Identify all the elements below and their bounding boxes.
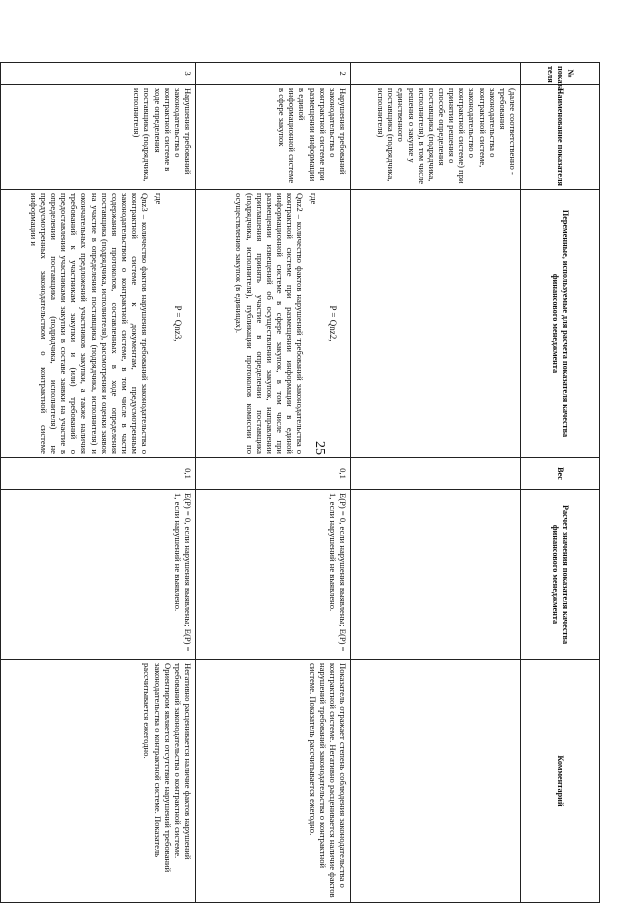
header-weight: Вес: [521, 458, 600, 490]
table-row: [351, 63, 521, 903]
cell-comment: Показатель отражает степень соблюдения законодательства о контрактной системе. Негативно расценивается наличие фактов нарушений требований законодательства о контрактной системе. Показатель рассчитывается ежегодно.: [196, 660, 351, 903]
formula-where: где: [154, 193, 165, 205]
formula: P = Qnz3,: [173, 305, 183, 342]
cell-weight: [351, 458, 521, 490]
cell-calculation: E(P) = 0, если нарушения выявлены; E(P) = 1, если нарушений не выявлено.: [196, 490, 351, 660]
table-header-row: [521, 63, 600, 903]
cell-variables: [351, 190, 521, 458]
header-variables: Переменные, используемые для расчета показателя качества финансового менеджмента: [521, 190, 600, 458]
cell-name: Нарушения требований законодательства о контрактной системе при размещении информации в единой информационной системе в сфере закупок: [196, 85, 351, 190]
cell-variables: [196, 190, 351, 458]
cell-name: Нарушения требований законодательства о контрактной системе в ходе определения поставщика (подрядчика, исполнителя): [1, 85, 196, 190]
cell-calculation: E(P) = 0, если нарушения выявлены; E(P) = 1, если нарушений не выявлено.: [1, 490, 196, 660]
header-name: Наименование показателя: [521, 85, 600, 190]
variables-text: Qnz3 – количество фактов нарушения требований законодательства о контрактной системе к документам, предусмотренным законодательством о контрактной системе, в том числе в части содержания протоколов, составленных в ходе определения поставщика (подрядчика, исполнителя), рассмотрения и оценки заявок на участие в определении поставщика (подрядчика, исполнителя) и окончательных предложений участников закупки, а также наличия требований к участникам закупки и (или) требований о предоставлении участниками закупки в составе заявки на участие в определении поставщика (подрядчика, исполнителя) не предусмотренных законодательством о контрактной системе информации и: [28, 193, 151, 454]
header-number: № показа-теля: [521, 63, 600, 85]
table-row: [196, 63, 351, 903]
cell-variables: [1, 190, 196, 458]
page-number: 25: [312, 441, 327, 455]
variables-text: Qnz2 – количество фактов нарушений требований законодательства о контрактной системе при размещении информации в единой информационной системе в сфере закупок, в том числе при размещении извещений об осуществлении закупок, направлении приглашения принять участие в определении поставщика (подрядчика, исполнителя), публикации протоколов комиссии по осуществлению закупок (в единицах).: [234, 193, 306, 454]
cell-comment: [351, 660, 521, 903]
cell-number: 2: [196, 63, 351, 85]
cell-comment: Негативно расценивается наличие фактов нарушений требований законодательства о контрактной системе. Ориентиром является отсутствие нарушений требований законодательства о контрактной системе. Показатель рассчитывается ежегодно.: [1, 660, 196, 903]
cell-weight: 0,1: [1, 458, 196, 490]
cell-calculation: [351, 490, 521, 660]
header-comment: Комментарий: [521, 660, 600, 903]
formula: P = Qnz2,: [328, 305, 338, 342]
header-calculation: Расчет значения показателя качества финансового менеджмента: [521, 490, 600, 660]
formula-where: где: [309, 193, 320, 205]
indicators-table: [0, 62, 600, 903]
document-sheet: [28, 62, 600, 902]
cell-weight: 0,1: [196, 458, 351, 490]
cell-number: 3: [1, 63, 196, 85]
cell-name: (далее соответственно - требования законодательства о контрактной системе, законодательство о контрактной системе) при принятии решения о способе определения поставщика (подрядчика, исполнителя), в том числе решения о закупке у единственного поставщика (подрядчика, исполнителя): [351, 85, 521, 190]
cell-number: [351, 63, 521, 85]
table-row: [1, 63, 196, 903]
